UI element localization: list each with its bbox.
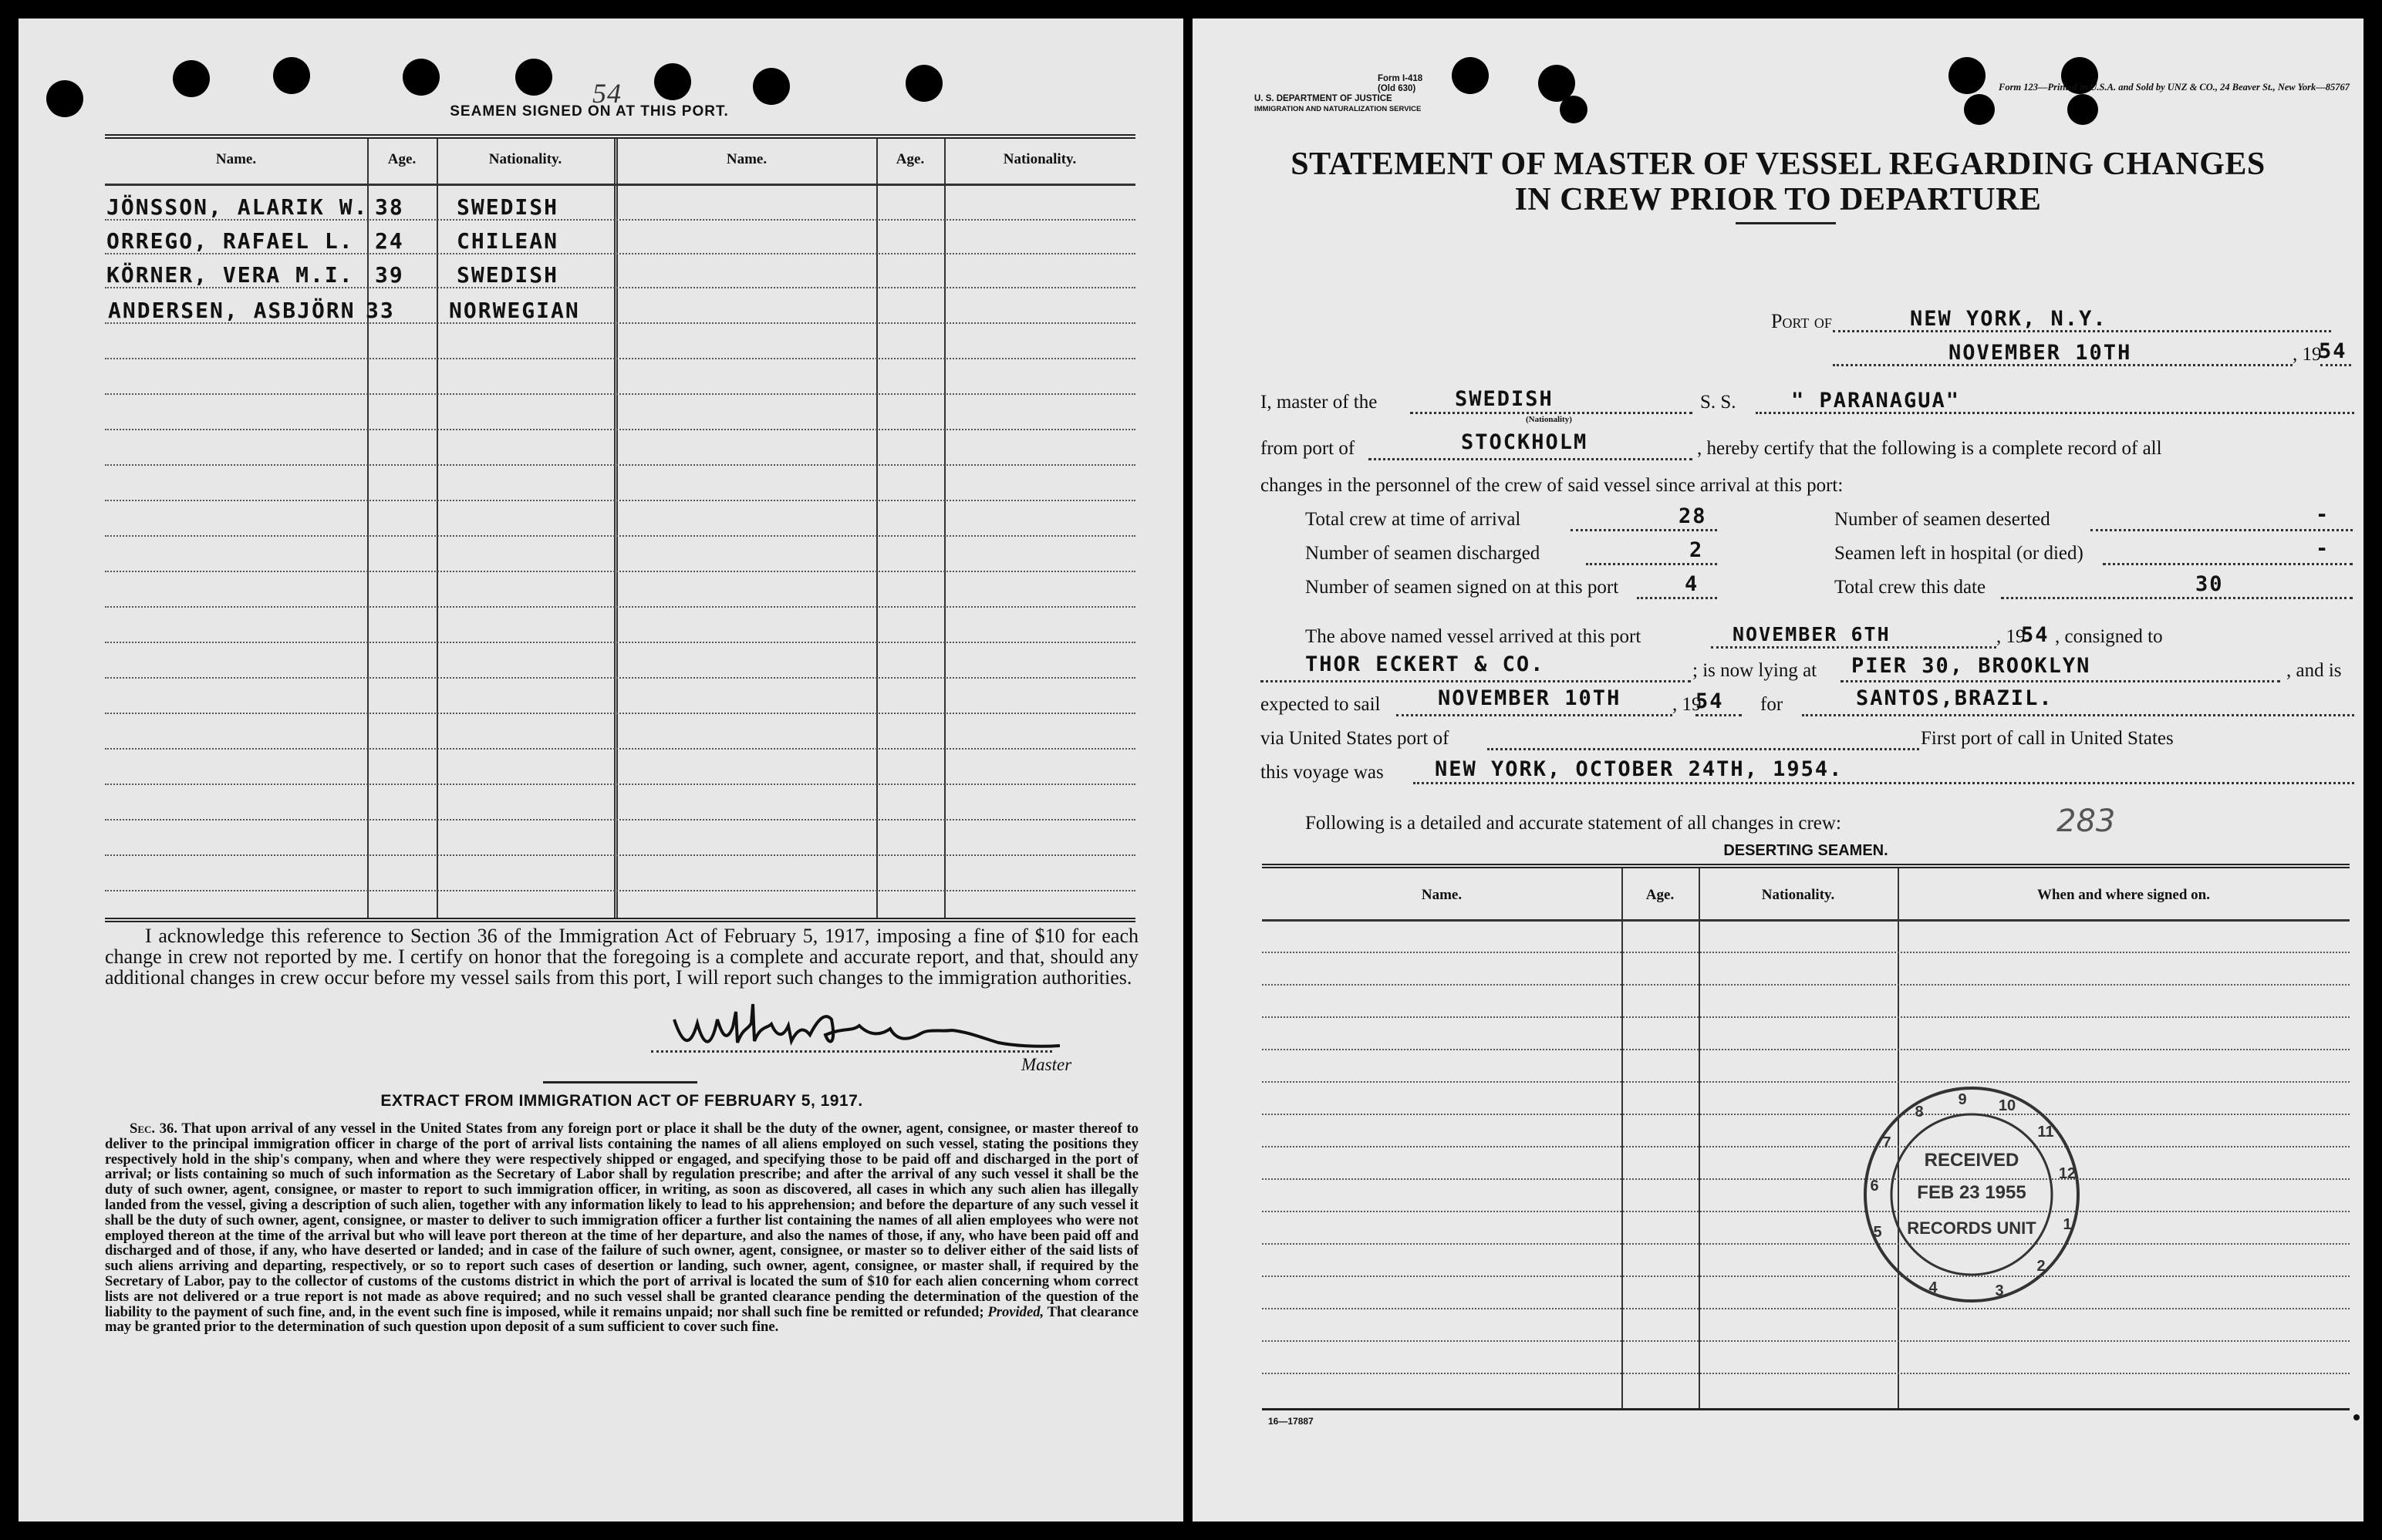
stamp-unit: RECORDS UNIT [1907,1218,2036,1238]
punch-hole [2067,94,2098,125]
discharged-value: 2 [1689,538,1704,562]
extract-proviso: Provided, [987,1303,1044,1320]
column-header-age: Age. [1645,887,1675,903]
and-is-label: , and is [2286,660,2342,681]
deserting-seamen-title: DESERTING SEAMEN. [1723,842,1888,859]
column-header-signed-on: When and where signed on. [2036,887,2210,903]
crew-name: KÖRNER, VERA M.I. [106,262,354,288]
from-port-label: from port of [1260,438,1355,459]
deserted-value: - [2316,503,2330,527]
crew-nationality: CHILEAN [457,228,559,254]
signed-on-value: 4 [1685,572,1699,596]
crew-nationality: NORWEGIAN [449,298,580,323]
voyage-value: NEW YORK, OCTOBER 24TH, 1954. [1435,757,1844,781]
for-value: SANTOS,BRAZIL. [1856,686,2053,710]
column-header-nationality-2: Nationality. [1003,151,1077,167]
stamp-digit: 4 [1928,1279,1938,1296]
deserting-seamen-table [1262,864,2350,1410]
column-header-name: Name. [1421,887,1463,903]
crew-age: 38 [375,194,404,220]
form-old-number: (Old 630) [1378,84,1416,93]
punch-hole [273,57,310,94]
crew-age: 33 [366,298,395,323]
punch-hole [1560,96,1587,123]
column-header-nationality: Nationality. [488,151,562,167]
year-prefix: , 19 [2293,344,2322,365]
signature-line [651,1050,1052,1053]
printer-credit: Form 123—Printed in U.S.A. and Sold by UNZ & CO., 24 Beaver St., New York—85767 [1998,82,2350,93]
punch-hole [515,59,552,96]
year-value: 54 [2319,339,2347,363]
crew-age: 39 [375,262,404,288]
total-crew-date-label: Total crew this date [1834,577,1986,598]
stamp-received: RECEIVED [1924,1150,2019,1171]
changes-text: changes in the personnel of the crew of said vessel since arrival at this port: [1260,475,1844,496]
stamp-digit: 2 [2036,1258,2046,1275]
arrived-value: NOVEMBER 6TH [1733,623,1891,645]
crew-name: ORREGO, RAFAEL L. [106,228,354,254]
stamp-digit: 8 [1915,1104,1924,1120]
received-stamp [1856,1083,2087,1306]
crew-name: ANDERSEN, ASBJÖRN [108,298,356,323]
column-header-age-2: Age. [896,151,925,167]
title-line-2: IN CREW PRIOR TO DEPARTURE [1514,182,2042,217]
extract-section: Sec. 36. [130,1120,177,1137]
punch-hole [906,65,943,102]
column-header-nationality: Nationality. [1761,887,1835,903]
punch-hole [753,68,790,105]
stamp-digit: 1 [2063,1216,2072,1233]
service-name: IMMIGRATION AND NATURALIZATION SERVICE [1254,105,1422,113]
expected-label: expected to sail [1260,694,1381,715]
hospital-label: Seamen left in hospital (or died) [1834,543,2083,564]
certify-text: , hereby certify that the following is a complete record of all [1697,438,2162,459]
arrived-label: The above named vessel arrived at this port [1305,626,1641,647]
discharged-label: Number of seamen discharged [1305,543,1540,564]
crew-nationality: SWEDISH [457,262,559,288]
punch-hole [403,59,440,96]
column-header-name-2: Name. [726,151,768,167]
deserted-label: Number of seamen deserted [1834,509,2050,530]
voyage-label: this voyage was [1260,762,1384,783]
via-label: via United States port of [1260,728,1449,749]
extract-tail: That clearance may be granted prior to the determination of such question upon deposit of a sum sufficient to cover such fine. [105,1303,1139,1336]
total-crew-arrival-value: 28 [1679,504,1707,528]
port-of-value: NEW YORK, N.Y. [1910,307,2107,331]
extract-title: EXTRACT FROM IMMIGRATION ACT OF FEBRUARY 5, 1917. [380,1092,863,1110]
main-title [1193,147,2363,217]
total-crew-date-value: 30 [2195,572,2224,596]
form-number: Form I-418 [1378,74,1423,83]
seamen-signed-on-table [105,134,1135,922]
stamp-digit: 11 [2037,1124,2054,1141]
hospital-value: - [2316,537,2330,561]
master-signature [666,989,1068,1066]
ss-label: S. S. [1700,392,1736,413]
stamp-digit: 5 [1873,1224,1882,1241]
date-value: NOVEMBER 10TH [1948,341,2132,365]
speck [2353,1414,2360,1420]
arrived-year-prefix: , 19 [1996,626,2026,647]
arrived-year: 54 [2021,623,2050,647]
nationality-sublabel: (Nationality) [1526,415,1572,424]
stamp-digit: 6 [1870,1178,1879,1195]
expected-year-prefix: , 19 [1672,694,1702,715]
handwritten-number: 283 [2056,804,2116,839]
lying-value: PIER 30, BROOKLYN [1851,654,2091,678]
following-text: Following is a detailed and accurate statement of all changes in crew: [1305,813,1841,834]
consignee-value: THOR ECKERT & CO. [1305,652,1545,676]
stamp-digit: 10 [1998,1097,2016,1114]
stamp-digit: 7 [1882,1134,1891,1151]
form-number-block [1254,74,1422,114]
left-page [19,19,1183,1521]
for-label: for [1760,694,1783,715]
stamp-date: FEB 23 1955 [1917,1182,2026,1203]
lying-label: ; is now lying at [1692,660,1817,681]
expected-value: NOVEMBER 10TH [1438,686,1621,710]
punch-hole [1964,94,1995,125]
right-page [1193,19,2363,1521]
nationality-value: SWEDISH [1455,387,1554,411]
crew-nationality: SWEDISH [457,194,559,220]
divider [1736,222,1836,224]
punch-hole [654,63,691,100]
handwritten-mark: 54 [592,78,622,109]
punch-hole [173,60,210,97]
extract-body [105,1121,1139,1335]
department-name: U. S. DEPARTMENT OF JUSTICE [1254,94,1392,103]
column-header-name: Name. [215,151,257,167]
port-of-label: Port of [1771,310,1832,332]
expected-year: 54 [1695,689,1724,713]
punch-hole [1452,57,1489,94]
stamp-digit: 12 [2058,1165,2077,1182]
acknowledgement-text: I acknowledge this reference to Section 36 of the Immigration Act of February 5, 1917, imposing a fine of $10 for each change in crew not reported by me. I certify on honor that the foregoing is a complete and accurate report, and that, should any additional changes in crew occur before my vessel sails from this port, I will report such changes to the immigration authorities. [105,925,1139,989]
extract-main: That upon arrival of any vessel in the United States from any foreign port or place it shall be the duty of the owner, agent, consignee, or master thereof to deliver to the principal immigration officer in charge of the port of arrival lists containing the names of all aliens employed on such vessel, stating the positions they respectively hold in the ship's company, when and where they were respectively shipped or engaged, and specifying those to be paid off and discharged in the port of arrival; or lists containing so much of such information as the Secretary of Labor shall by regulation prescribe; and after the arrival of any such vessel it shall be the duty of such owner, agent, consignee, or master to report to such immigration officer, in writing, as soon as discovered, all cases in which any such alien has illegally landed from the vessel, giving a description of such alien, together with any information likely to lead to his apprehension; and before the departure of any such vessel it shall be the duty of such owner, agent, consignee, or master to deliver to such immigration officer a further list containing the names of all alien employees who were not employed thereon at the time of the arrival but who will leave port thereon at the time of her departure, and also the names of those, if any, who have been paid off and discharged and of those, if any, who have deserted or landed; and in case of the failure of such owner, agent, consignee, or master so to deliver either of the said lists of such aliens arriving and departing, respectively, or so to report such cases of desertion or landing, such owner, agent, consignee, or master shall, if required by the Secretary of Labor, pay to the collector of customs of the customs district in which the port of arrival is located the sum of $10 for each alien concerning whom correct lists are not delivered or a true report is not made as above required; and no such vessel shall be granted clearance pending the determination of the question of the liability to the payment of such fine, and, in the event such fine is imposed, while it remains unpaid; nor shall such fine be remitted or refunded; [105,1120,1139,1320]
vessel-name: " PARANAGUA" [1791,389,1961,413]
from-port-value: STOCKHOLM [1461,430,1588,454]
stamp-digit: 9 [1958,1091,1967,1108]
total-crew-arrival-label: Total crew at time of arrival [1305,509,1521,530]
divider [543,1081,697,1083]
title-line-1: STATEMENT OF MASTER OF VESSEL REGARDING CHANGES [1291,147,2266,182]
footer-code: 16—17887 [1268,1416,1314,1427]
master-of-label: I, master of the [1260,392,1378,413]
consigned-label: , consigned to [2055,626,2163,647]
master-label: Master [1021,1055,1072,1074]
crew-age: 24 [375,228,404,254]
seamen-signed-on-title: SEAMEN SIGNED ON AT THIS PORT. 54 [450,78,729,120]
signed-on-label: Number of seamen signed on at this port [1305,577,1619,598]
column-header-age: Age. [387,151,417,167]
stamp-digit: 3 [1995,1282,2004,1299]
first-port-label: First port of call in United States [1921,728,2174,749]
crew-name: JÖNSSON, ALARIK W. [106,194,369,220]
